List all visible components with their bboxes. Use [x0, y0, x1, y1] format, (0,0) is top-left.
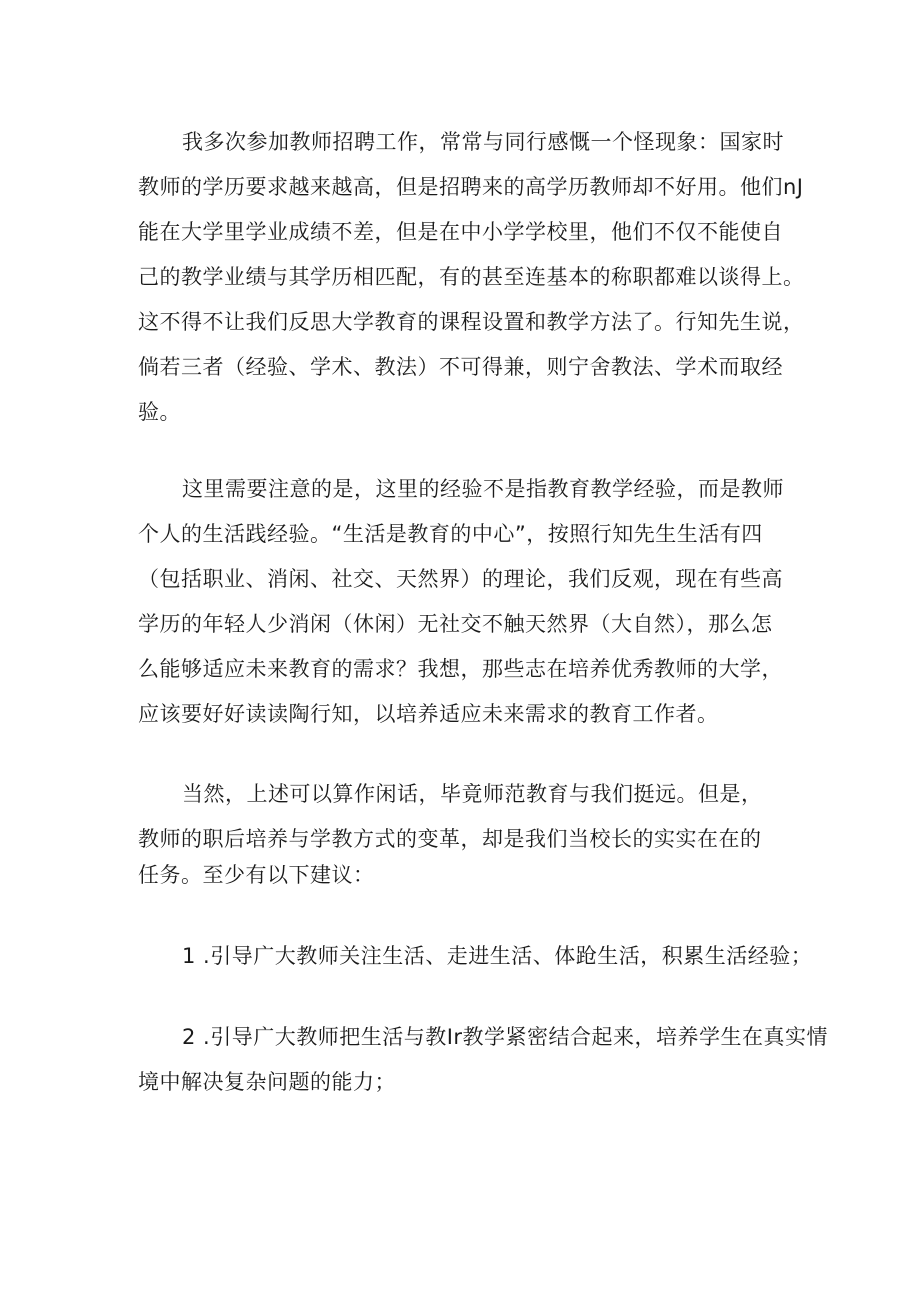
paragraph-1-line-1: 我多次参加教师招聘工作，常常与同行感慨一个怪现象：国家时 — [182, 130, 784, 154]
paragraph-2-line-6: 应该要好好读读陶行知，以培养适应未来需求的教育工作者。 — [138, 702, 719, 726]
paragraph-1-line-6: 倘若三者（经验、学术、教法）不可得兼，则宁舍教法、学术而取经 — [138, 355, 783, 379]
paragraph-1-line-7: 验。 — [138, 400, 181, 424]
paragraph-3-line-1: 当然，上述可以算作闲话，毕竟师范教育与我们挺远。但是， — [182, 782, 763, 806]
paragraph-2-line-3: （包括职业、消闲、社交、天然界）的理论，我们反观，现在有些高 — [138, 567, 783, 591]
paragraph-2-line-2: 个人的生活践经验。“生活是教育的中心”，按照行知先生生活有四 — [138, 522, 763, 546]
list-item-2-line-2: 境中解决复杂问题的能力； — [138, 1070, 396, 1094]
list-item-2-line-1: 2 .引导广大教师把生活与教Ir教学紧密结合起来，培养学生在真实情 — [182, 1025, 829, 1049]
paragraph-3-line-3: 任务。至少有以下建议： — [138, 863, 375, 887]
paragraph-1-line-4: 己的教学业绩与其学历相匹配，有的甚至连基本的称职都难以谈得上。 — [138, 265, 805, 289]
paragraph-2-line-1: 这里需要注意的是，这里的经验不是指教育教学经验，而是教师 — [182, 477, 784, 501]
paragraph-1-line-5: 这不得不让我们反思大学教育的课程设置和教学方法了。行知先生说， — [138, 310, 805, 334]
paragraph-3-line-2: 教师的职后培养与学教方式的变革，却是我们当校长的实实在在的 — [138, 827, 762, 851]
paragraph-1-line-2: 教师的学历要求越来越高，但是招聘来的高学历教师却不好用。他们nJ — [138, 175, 804, 199]
paragraph-2-line-5: 么能够适应未来教育的需求？我想，那些志在培养优秀教师的大学， — [138, 657, 783, 681]
paragraph-2-line-4: 学历的年轻人少消闲（休闲）无社交不触天然界（大自然），那么怎 — [138, 612, 773, 636]
list-item-1-line-1: 1 .引导广大教师关注生活、走进生活、体跄生活，积累生活经验； — [182, 944, 813, 968]
paragraph-1-line-3: 能在大学里学业成绩不差，但是在中小学学校里，他们不仅不能使自 — [138, 220, 783, 244]
